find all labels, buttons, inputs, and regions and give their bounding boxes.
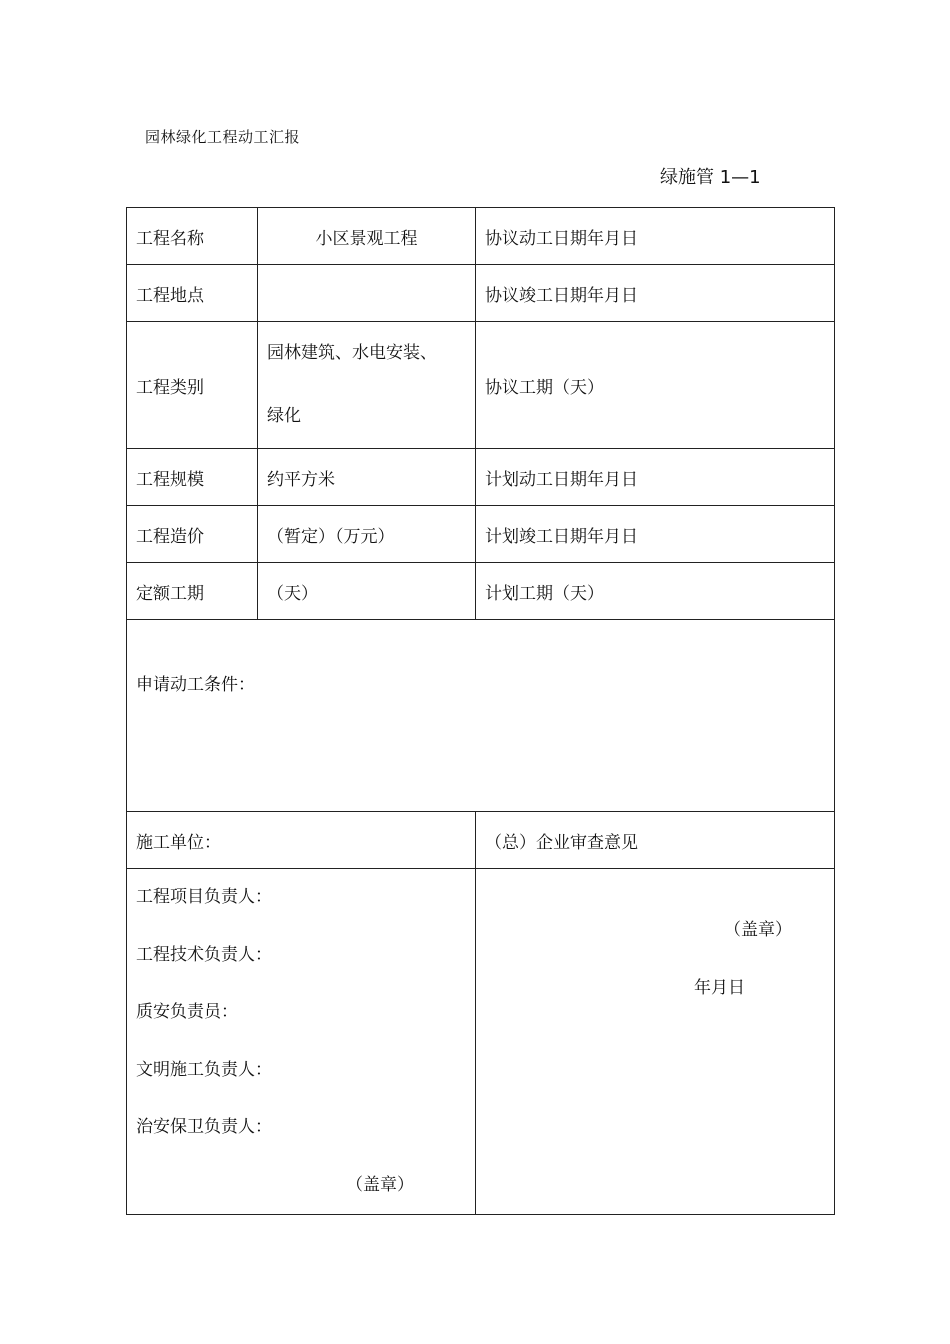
agreed-completion-date: 协议竣工日期年月日 [476,265,835,322]
staff-project-manager: 工程项目负责人： [136,887,272,907]
staff-quality-safety: 质安负责员： [136,1002,238,1022]
responsible-persons [127,869,476,1215]
contractor-label: 施工单位： [127,812,476,869]
planned-start-date: 计划动工日期年月日 [476,449,835,506]
value-project-cost: （暂定）（万元） [258,506,476,563]
staff-security: 治安保卫负责人： [136,1117,272,1137]
review-date: 年月日 [694,978,745,998]
staff-technical-lead: 工程技术负责人： [136,944,272,965]
staff-civilized-construction: 文明施工负责人： [136,1059,272,1080]
label-project-category: 工程类别 [127,322,258,449]
value-project-scale: 约平方米 [258,449,476,506]
row-project-location [127,265,835,322]
enterprise-review [476,869,835,1215]
enterprise-review-label: （总）企业审查意见 [476,812,835,869]
start-conditions: 申请动工条件： [127,620,835,812]
value-project-name: 小区景观工程 [258,208,476,265]
row-quota-duration [127,563,835,620]
row-start-conditions [127,620,835,812]
value-quota-duration: （天） [258,563,476,620]
row-project-category [127,322,835,449]
start-report-form [126,207,835,1215]
label-project-scale: 工程规模 [127,449,258,506]
category-line-1: 园林建筑、水电安装、 [267,343,437,363]
value-project-location [258,265,476,322]
row-project-cost [127,506,835,563]
row-project-name [127,208,835,265]
row-contractor [127,812,835,869]
category-line-2: 绿化 [267,406,301,426]
document-title: 园林绿化工程动工汇报 [145,128,301,146]
contractor-seal: （盖章） [346,1174,414,1195]
label-quota-duration: 定额工期 [127,563,258,620]
value-project-category [258,322,476,449]
planned-duration: 计划工期（天） [476,563,835,620]
agreed-start-date: 协议动工日期年月日 [476,208,835,265]
label-project-cost: 工程造价 [127,506,258,563]
row-responsible-persons [127,869,835,1215]
label-project-name: 工程名称 [127,208,258,265]
label-project-location: 工程地点 [127,265,258,322]
planned-completion-date: 计划竣工日期年月日 [476,506,835,563]
row-project-scale [127,449,835,506]
agreed-duration: 协议工期（天） [476,322,835,449]
enterprise-seal: （盖章） [724,920,792,940]
form-code: 绿施管 1—1 [660,167,761,188]
